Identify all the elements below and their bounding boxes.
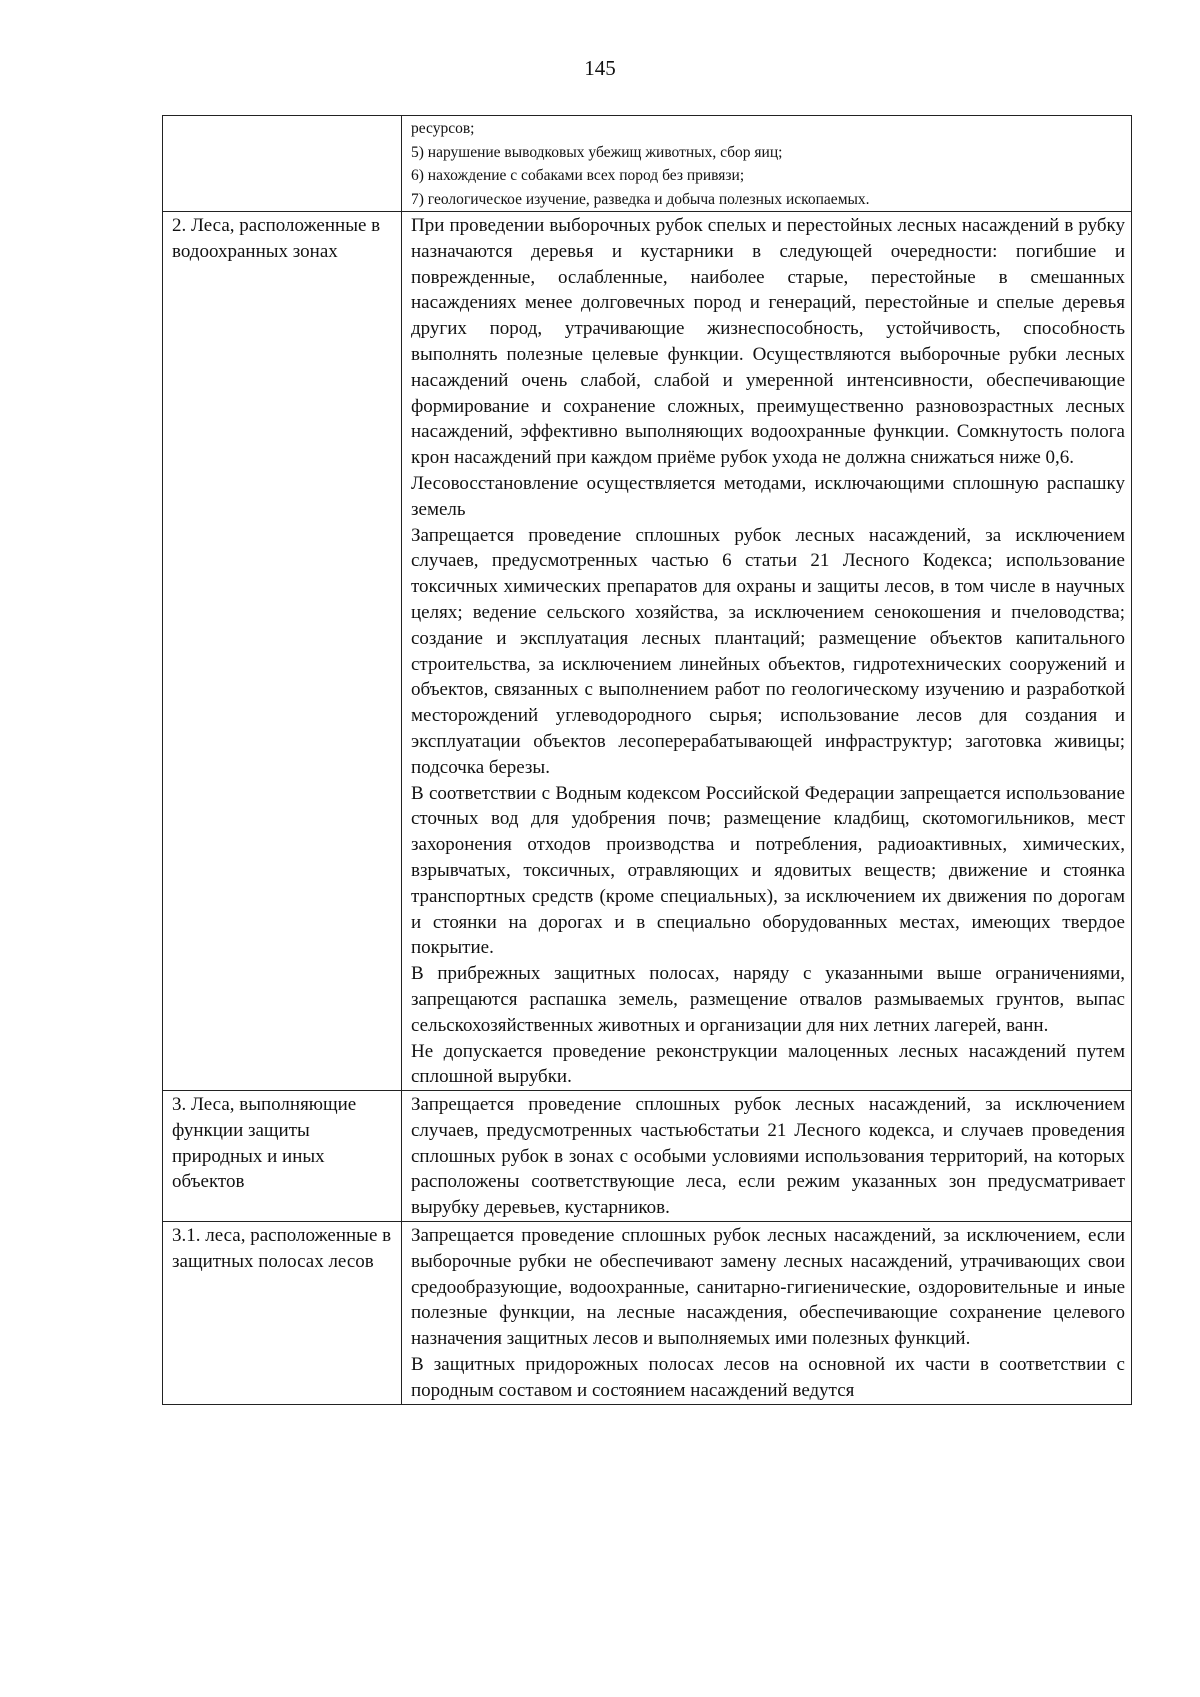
description-paragraph: Запрещается проведение сплошных рубок лесных насаждений, за исключением, если выборочные рубки не обеспечивают замену лесных насаждений, утрачивающих свои средообразующие, водоохранные, санитарно-гигиенические, оздоровительные и иные полезные функции, на лесные насаждения, обеспечивающие сохранение целевого назначения защитных лесов и выполняемых ими полезных функций.: [411, 1225, 1125, 1350]
table-row: [163, 212, 1132, 1091]
table-row: [163, 116, 1132, 212]
description-paragraph: При проведении выборочных рубок спелых и перестойных лесных насаждений в рубку назначаются деревья и кустарники в следующей очередности: погибшие и поврежденные, ослабленные, наиболее старые, перестойные в смешанных насаждениях менее долговечных пород и генераций, перестойные и спелые деревья других пород, утрачивающие жизнеспособность, устойчивость, способность выполнять полезные целевые функции. Осуществляются выборочные рубки лесных насаждений очень слабой, слабой и умеренной интенсивности, обеспечивающие формирование и сохранение сложных, преимущественно разновозрастных лесных насаждений, эффективно выполняющих водоохранные функции. Сомкнутость полога крон насаждений при каждом приёме рубок ухода не должна снижаться ниже 0,6.: [411, 215, 1125, 469]
description-paragraph: В защитных придорожных полосах лесов на основной их части в соответствии с породным составом и состоянием насаждений ведутся: [411, 1354, 1125, 1401]
restrictions-table: [162, 115, 1132, 1405]
category-cell: [163, 116, 402, 212]
description-cell: [402, 116, 1132, 212]
category-cell: [163, 1091, 402, 1222]
description-paragraph: В прибрежных защитных полосах, наряду с указанными выше ограничениями, запрещаются распашка земель, размещение отвалов размываемых грунтов, выпас сельскохозяйственных животных и организации для них летних лагерей, ванн.: [411, 963, 1125, 1036]
description-paragraph: Запрещается проведение сплошных рубок лесных насаждений, за исключением случаев, предусмотренных частью 6 статьи 21 Лесного Кодекса; использование токсичных химических препаратов для охраны и защиты лесов, в том числе в научных целях; ведение сельского хозяйства, за исключением сенокошения и пчеловодства; создание и эксплуатация лесных плантаций; размещение объектов капитального строительства, за исключением линейных объектов, гидротехнических сооружений и объектов, связанных с выполнением работ по геологическому изучению и разработкой месторождений углеводородного сырья; использование лесов для создания и эксплуатации объектов лесоперерабатывающей инфраструктур; заготовка живицы; подсочка березы.: [411, 524, 1125, 778]
page-number: 145: [584, 56, 616, 80]
category-label: 3. Леса, выполняющие функции защиты природных и иных объектов: [172, 1094, 357, 1193]
description-cell: [402, 212, 1132, 1091]
description-paragraph: Не допускается проведение реконструкции малоценных лесных насаждений путем сплошной вырубки.: [411, 1040, 1125, 1088]
table-row: [163, 1222, 1132, 1405]
category-label: 3.1. леса, расположенные в защитных полосах лесов: [172, 1225, 392, 1272]
description-paragraph: Лесовосстановление осуществляется методами, исключающими сплошную распашку земель: [411, 472, 1125, 520]
category-label: 2. Леса, расположенные в водоохранных зонах: [172, 215, 381, 262]
table-row: [163, 1091, 1132, 1222]
category-cell: [163, 212, 402, 1091]
description-paragraph: ресурсов;: [411, 120, 475, 137]
description-paragraph: 6) нахождение с собаками всех пород без привязи;: [411, 167, 745, 184]
description-paragraph: В соответствии с Водным кодексом Российской Федерации запрещается использование сточных вод для удобрения почв; размещение кладбищ, скотомогильников, мест захоронения отходов производства и потребления, радиоактивных, химических, взрывчатых, токсичных, отравляющих и ядовитых веществ; движение и стоянка транспортных средств (кроме специальных), за исключением их движения по дорогам и стоянки на дорогах и в специально оборудованных местах, имеющих твердое покрытие.: [411, 782, 1125, 959]
category-cell: [163, 1222, 402, 1405]
description-paragraph: Запрещается проведение сплошных рубок лесных насаждений, за исключением случаев, предусмотренных частью6статьи 21 Лесного кодекса, и случаев проведения сплошных рубок в зонах с особыми условиями использования территорий, на которых расположены соответствующие леса, если режим указанных зон предусматривает вырубку деревьев, кустарников.: [411, 1094, 1125, 1219]
description-paragraph: 7) геологическое изучение, разведка и добыча полезных ископаемых.: [411, 190, 870, 208]
description-paragraph: 5) нарушение выводковых убежищ животных, сбор яиц;: [411, 143, 783, 161]
description-cell: [402, 1091, 1132, 1222]
description-cell: [402, 1222, 1132, 1405]
